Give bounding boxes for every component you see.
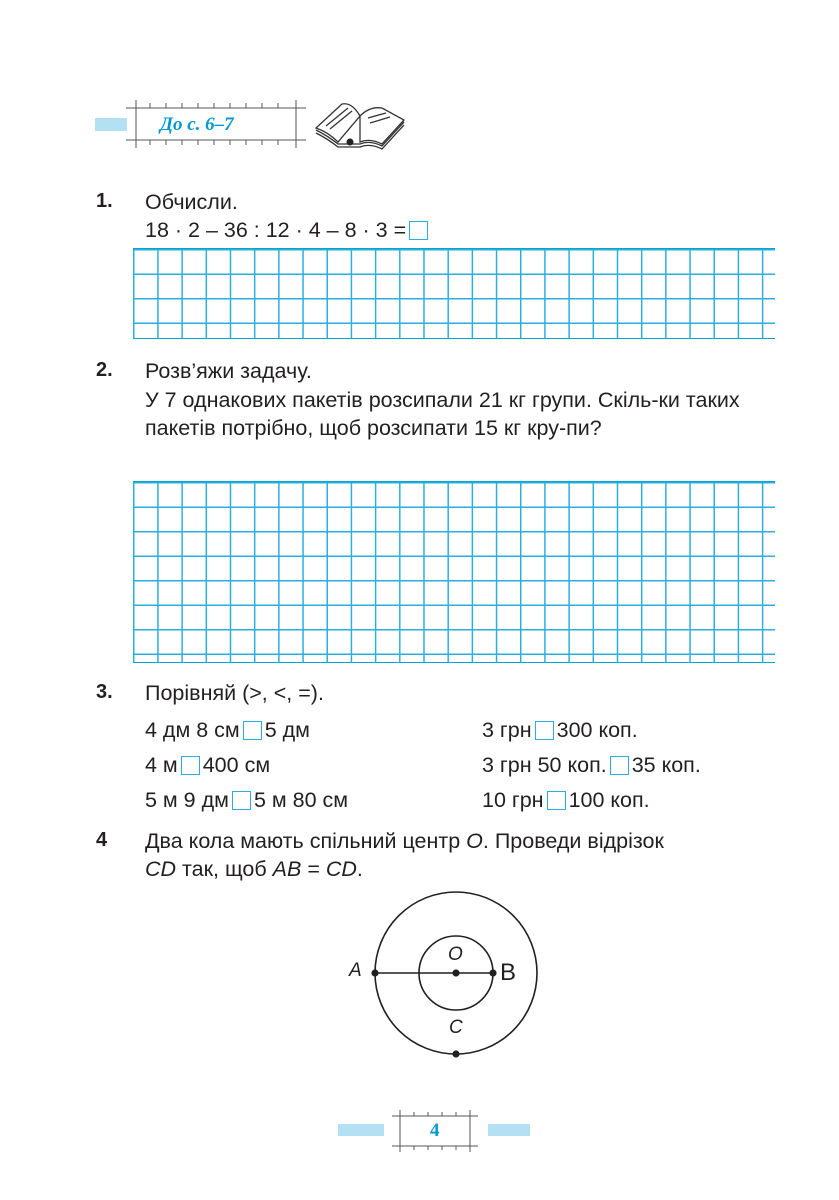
compare-box[interactable] <box>610 756 629 775</box>
footer-left-bar <box>338 1124 384 1136</box>
compare-value: 4 м <box>145 753 178 777</box>
point-o <box>452 969 459 976</box>
task4-number: 4 <box>96 829 108 851</box>
point-c <box>452 1050 459 1057</box>
compare-row-1-left <box>145 717 310 743</box>
compare-value: 5 м 9 дм <box>145 788 229 812</box>
task4-text: = <box>301 857 326 881</box>
answer-box[interactable] <box>409 221 428 240</box>
task1-number: 1. <box>96 190 113 212</box>
task1-instruction: Обчисли. <box>145 190 238 214</box>
task4-text: Два кола мають спільний центр <box>145 829 467 853</box>
compare-row-2-right <box>482 752 701 778</box>
page-number: 4 <box>430 1120 440 1141</box>
compare-value: 4 дм 8 см <box>145 718 240 742</box>
compare-value: 100 коп. <box>568 788 650 812</box>
label-c: C <box>449 1017 463 1038</box>
compare-value: 3 грн <box>482 718 532 742</box>
task4-text: . <box>356 857 363 881</box>
compare-row-3-left <box>145 787 348 813</box>
compare-value: 400 см <box>202 753 271 777</box>
task4-text: . Проведи відрізок <box>482 829 664 853</box>
task1-expression-text: 18 · 2 – 36 : 12 · 4 – 8 · 3 = <box>145 218 407 242</box>
open-book-icon <box>312 98 408 150</box>
compare-row-1-right <box>482 717 638 743</box>
task2-text: У 7 однакових пакетів розсипали 21 кг групи. Скіль-ки таких пакетів потрібно, щоб розсипати 15 кг кру-пи? <box>145 388 740 440</box>
answer-grid-2[interactable] <box>133 481 775 663</box>
segment-label: CD <box>145 857 177 881</box>
label-o: O <box>448 944 463 965</box>
task3-number: 3. <box>96 681 113 703</box>
segment-label: CD <box>325 857 357 881</box>
point-a <box>371 969 378 976</box>
compare-value: 35 коп. <box>631 753 701 777</box>
header-title: До с. 6–7 <box>160 114 234 135</box>
point-b <box>489 969 496 976</box>
task1-expression <box>145 217 431 243</box>
label-b: B <box>500 959 517 986</box>
compare-value: 5 дм <box>264 718 310 742</box>
compare-box[interactable] <box>232 791 251 810</box>
header-left-bar <box>95 118 127 131</box>
label-a: A <box>349 960 362 981</box>
compare-box[interactable] <box>547 791 566 810</box>
task3-instruction: Порівняй (>, <, =). <box>145 681 324 705</box>
compare-box[interactable] <box>243 721 262 740</box>
compare-value: 5 м 80 см <box>253 788 349 812</box>
compare-value: 10 грн <box>482 788 544 812</box>
compare-value: 300 коп. <box>556 718 638 742</box>
task4-line-2 <box>145 856 363 882</box>
task2-number: 2. <box>96 359 113 381</box>
center-label: O <box>466 829 483 853</box>
segment-label: AB <box>272 857 302 881</box>
compare-box[interactable] <box>535 721 554 740</box>
task4-text: так, щоб <box>176 857 273 881</box>
compare-box[interactable] <box>181 756 200 775</box>
footer-right-bar <box>488 1124 530 1136</box>
compare-value: 3 грн 50 коп. <box>482 753 607 777</box>
compare-row-2-left <box>145 752 270 778</box>
task2-instruction: Розв’яжи задачу. <box>145 359 312 383</box>
answer-grid-1[interactable] <box>133 248 775 339</box>
concentric-circles-figure[interactable] <box>330 890 560 1070</box>
task4-line-1 <box>145 828 664 854</box>
compare-row-3-right <box>482 787 650 813</box>
